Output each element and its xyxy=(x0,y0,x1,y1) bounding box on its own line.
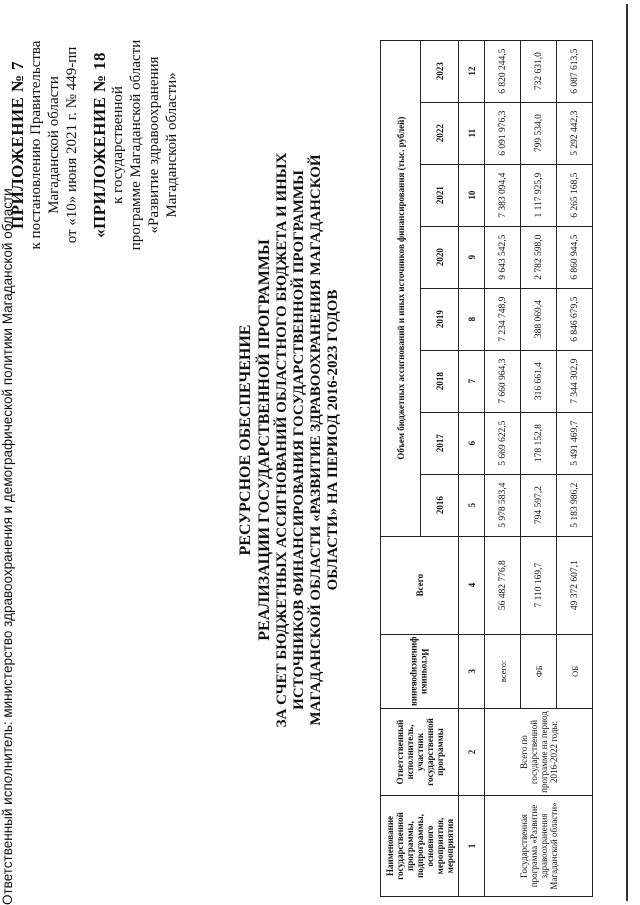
value-cell: 732 631,0 xyxy=(521,40,557,102)
heading-line: ОБЛАСТИ» НА ПЕРИОД 2016-2023 ГОДОВ xyxy=(325,289,341,591)
value-cell: 7 660 964,3 xyxy=(485,350,521,412)
column-number: 10 xyxy=(459,164,485,226)
responsible-executor: Ответственный исполнитель: министерство здравоохранения и демографической политики Магаданской области xyxy=(0,188,15,905)
appendix-title: ПРИЛОЖЕНИЕ № 7 xyxy=(8,61,27,229)
value-cell: 799 534,0 xyxy=(521,102,557,164)
value-cell: 6 846 679,5 xyxy=(557,288,593,350)
column-number: 8 xyxy=(459,288,485,350)
value-cell: 5 292 442,3 xyxy=(557,102,593,164)
column-number: 9 xyxy=(459,226,485,288)
value-cell: 6 091 976,3 xyxy=(485,102,521,164)
header-year: 2017 xyxy=(421,412,459,474)
value-cell: 5 669 622,5 xyxy=(485,412,521,474)
column-number: 1 xyxy=(459,796,485,897)
value-cell: 7 344 302,9 xyxy=(557,350,593,412)
column-number: 12 xyxy=(459,40,485,102)
header-year: 2018 xyxy=(421,350,459,412)
appendix-date: от «10» июня 2021 г. № 449-пп xyxy=(64,46,80,244)
program-name: Государственная программа «Развитие здравоохранения Магаданской области» xyxy=(485,796,593,897)
header-total: Всего xyxy=(381,536,459,634)
table-row xyxy=(485,40,521,896)
appendix-line: к государственной xyxy=(110,86,126,204)
header-source xyxy=(381,634,459,708)
value-cell: 5 978 583,4 xyxy=(485,474,521,536)
value-cell: 7 110 169,7 xyxy=(521,536,557,634)
source-cell: всего: xyxy=(485,634,521,708)
appendix-line: программе Магаданской области xyxy=(128,39,144,251)
column-number: 5 xyxy=(459,474,485,536)
appendix-region: Магаданской области xyxy=(46,76,62,214)
value-cell: 178 152,8 xyxy=(521,412,557,474)
header-source-text: Источники финансирования xyxy=(409,636,430,707)
column-number: 6 xyxy=(459,412,485,474)
appendix-block xyxy=(8,25,181,265)
column-number: 4 xyxy=(459,536,485,634)
header-year: 2019 xyxy=(421,288,459,350)
value-cell: 6 860 944,5 xyxy=(557,226,593,288)
column-number: 2 xyxy=(459,709,485,796)
header-year: 2023 xyxy=(421,40,459,102)
appendix-line: «Развитие здравоохранения xyxy=(146,56,162,234)
appendix-line: Магаданской области» xyxy=(164,72,180,218)
column-number: 7 xyxy=(459,350,485,412)
value-cell: 7 234 748,9 xyxy=(485,288,521,350)
value-cell: 56 482 776,8 xyxy=(485,536,521,634)
column-number: 11 xyxy=(459,102,485,164)
value-cell: 5 183 986,2 xyxy=(557,474,593,536)
value-cell: 1 117 925,9 xyxy=(521,164,557,226)
value-cell: 7 383 094,4 xyxy=(485,164,521,226)
value-cell: 6 087 613,5 xyxy=(557,40,593,102)
value-cell: 794 597,2 xyxy=(521,474,557,536)
appendix-subtitle: «ПРИЛОЖЕНИЕ № 18 xyxy=(90,52,109,238)
heading-line: ЗА СЧЕТ БЮДЖЕТНЫХ АССИГНОВАНИЙ ОБЛАСТНОГО БЮДЖЕТА И ИНЫХ xyxy=(274,152,290,728)
header-year: 2022 xyxy=(421,102,459,164)
financing-table xyxy=(380,40,593,897)
header-year: 2016 xyxy=(421,474,459,536)
appendix-decree: к постановлению Правительства xyxy=(28,40,44,250)
heading-line: МАГАДАНСКОЙ ОБЛАСТИ «РАЗВИТИЕ ЗДРАВООХРАНЕНИЯ МАГАДАНСКОЙ xyxy=(308,154,324,726)
value-cell: 6 820 244,5 xyxy=(485,40,521,102)
source-cell: ФБ xyxy=(521,634,557,708)
value-cell: 388 069,4 xyxy=(521,288,557,350)
page-edge-line xyxy=(626,4,628,901)
header-name: Наименование государственной программы, подпрограммы, основного мероприятия, мероприятия xyxy=(381,796,459,897)
value-cell: 49 372 607,1 xyxy=(557,536,593,634)
source-cell: ОБ xyxy=(557,634,593,708)
value-cell: 9 643 542,5 xyxy=(485,226,521,288)
value-cell: 6 265 168,5 xyxy=(557,164,593,226)
heading-line: ИСТОЧНИКОВ ФИНАНСИРОВАНИЯ ГОСУДАРСТВЕННОЙ ПРОГРАММЫ xyxy=(291,170,307,710)
heading-line: РЕСУРСНОЕ ОБЕСПЕЧЕНИЕ xyxy=(237,324,254,556)
column-number: 3 xyxy=(459,634,485,708)
heading-line: РЕАЛИЗАЦИИ ГОСУДАРСТВЕННОЙ ПРОГРАММЫ xyxy=(256,239,273,641)
program-responsible: Всего по государственной программе на период 2016-2022 годы: xyxy=(485,709,593,796)
header-year: 2021 xyxy=(421,164,459,226)
document-heading xyxy=(236,45,342,835)
header-responsible: Ответственный исполнитель, участник государственной программы xyxy=(381,709,459,796)
header-year: 2020 xyxy=(421,226,459,288)
value-cell: 316 661,4 xyxy=(521,350,557,412)
header-volume: Объем бюджетных ассигнований и иных источников финансирования (тыс. рублей) xyxy=(381,40,421,536)
value-cell: 2 782 598,0 xyxy=(521,226,557,288)
value-cell: 5 491 469,7 xyxy=(557,412,593,474)
